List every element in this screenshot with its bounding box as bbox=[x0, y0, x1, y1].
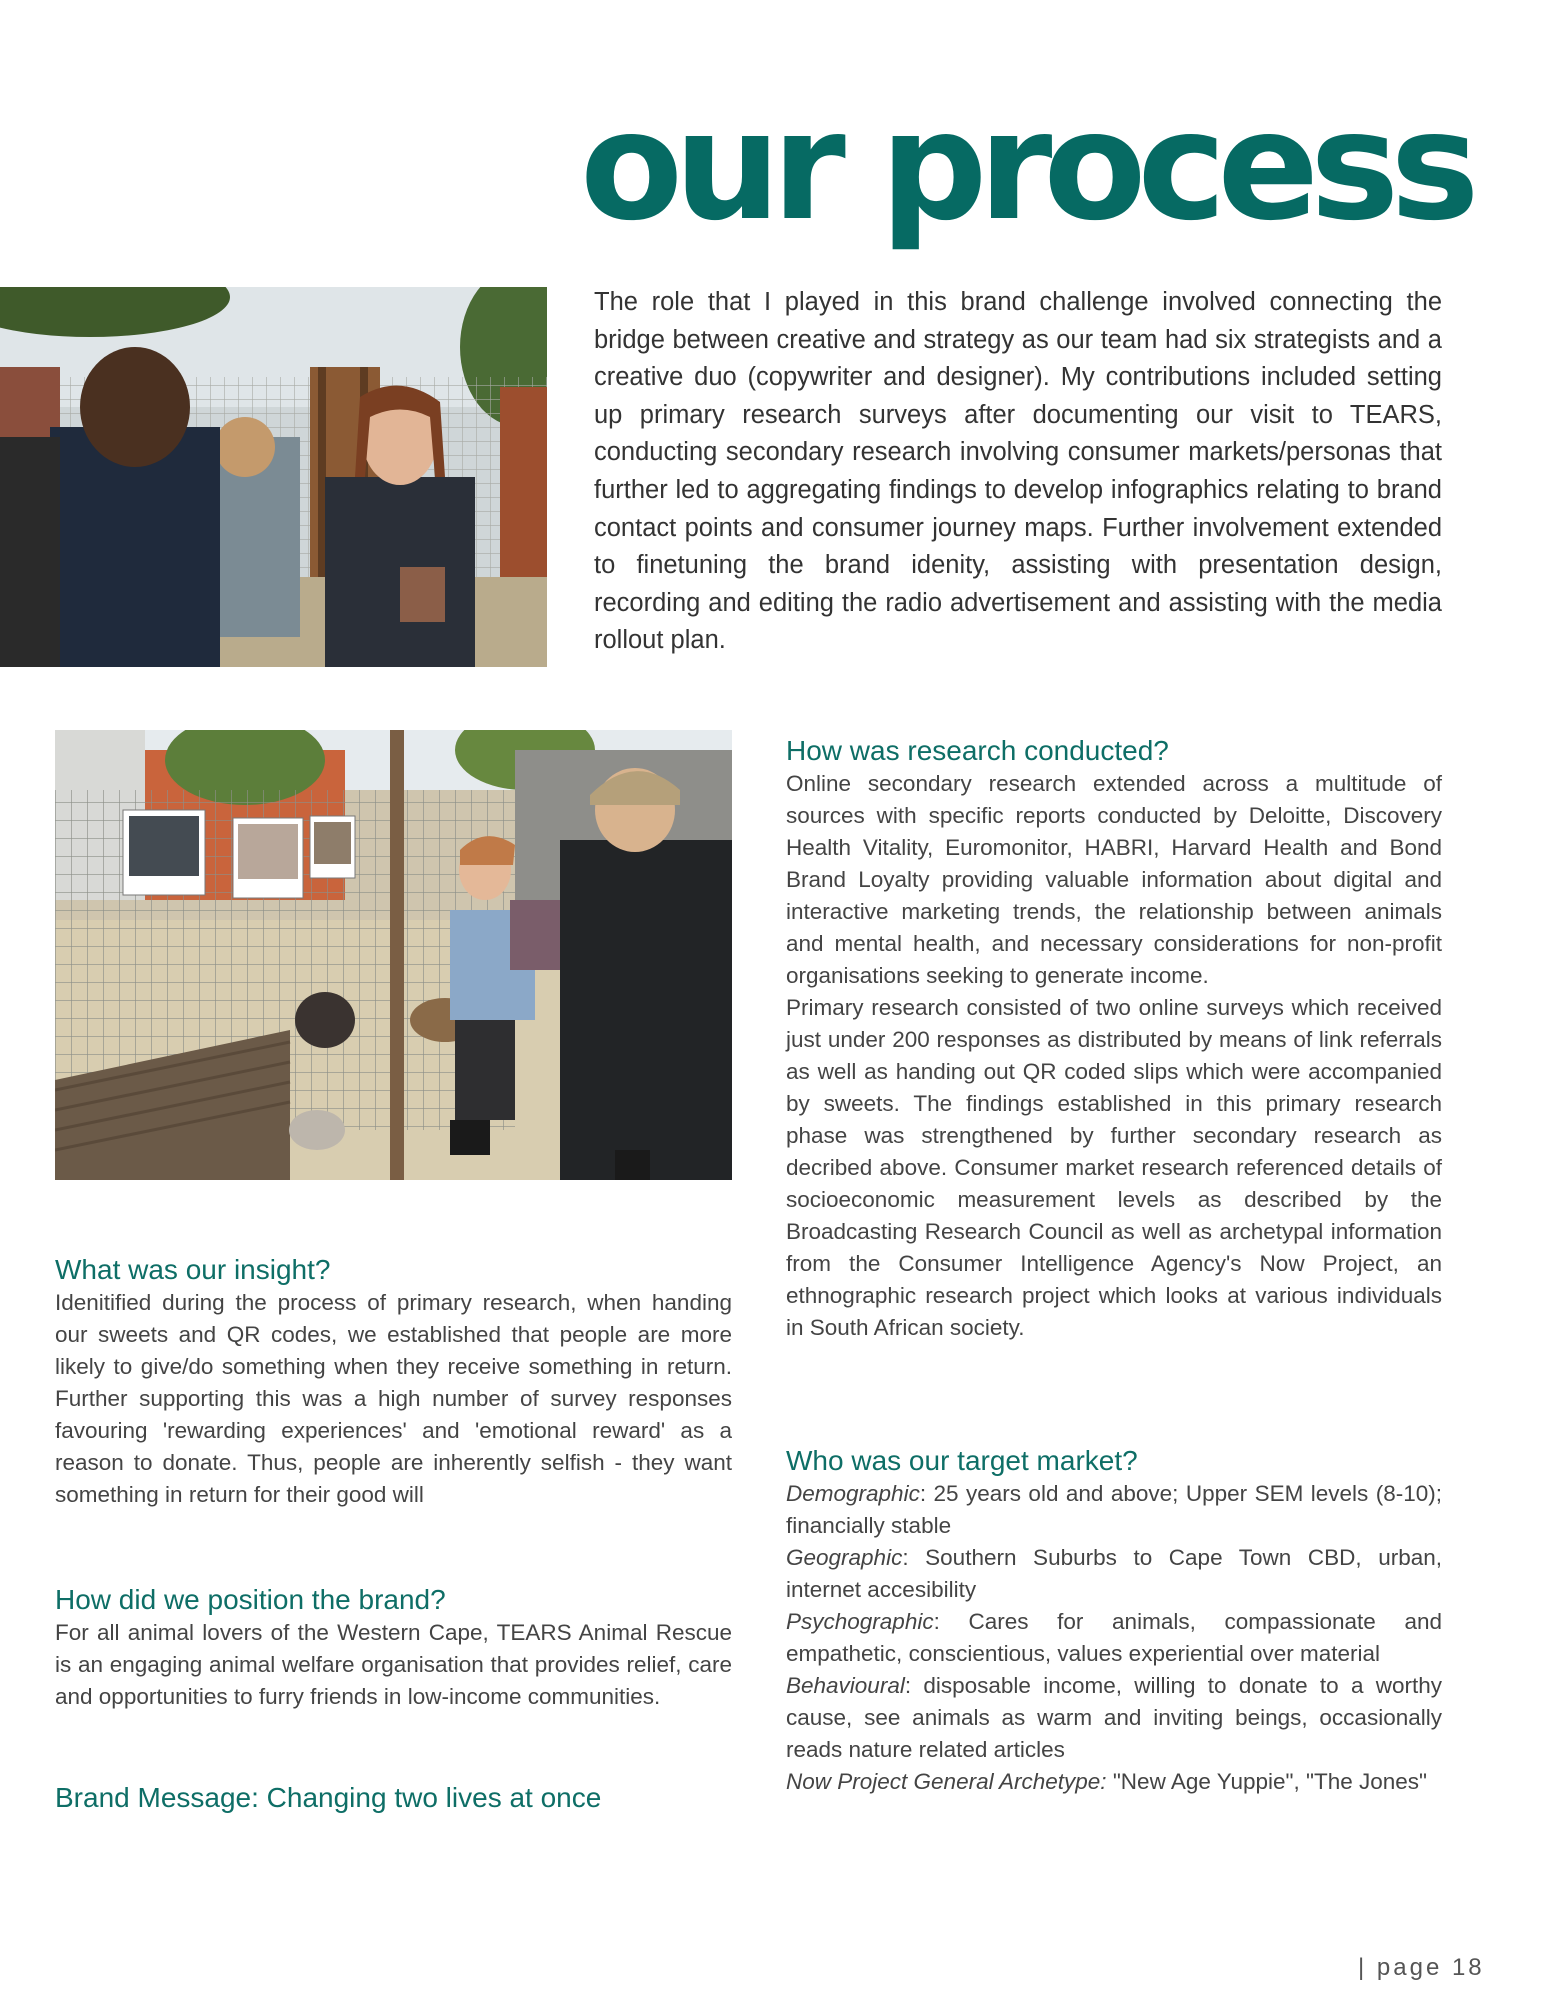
geographic-label: Geographic bbox=[786, 1545, 903, 1570]
target-market-section bbox=[786, 1444, 1442, 1798]
archetype-text: "New Age Yuppie", "The Jones" bbox=[1106, 1769, 1428, 1794]
insight-body: Idenitified during the process of primary research, when handing our sweets and QR codes, we established that people are more likely to give/do something when they receive something in return. Further supporting this was a high number of survey responses favouring 'rewarding experiences' and 'emotional reward' as a reason to donate. Thus, people are inherently selfish - they want something in return for their good will bbox=[55, 1290, 732, 1507]
target-heading: Who was our target market? bbox=[786, 1445, 1138, 1476]
archetype-line bbox=[786, 1766, 1442, 1798]
demographic-text: : 25 years old and above; Upper SEM levels (8-10); financially stable bbox=[786, 1481, 1442, 1538]
psychographic-text: : Cares for animals, compassionate and empathetic, conscientious, values experiential over material bbox=[786, 1609, 1442, 1666]
archetype-label: Now Project General Archetype: bbox=[786, 1769, 1107, 1794]
psychographic-label: Psychographic bbox=[786, 1609, 934, 1634]
psychographic-line bbox=[786, 1606, 1442, 1670]
research-paragraph-2: Primary research consisted of two online surveys which received just under 200 responses as distributed by means of link referrals as well as handing out QR coded slips which were accompanied by sweets. The findings established in this primary research phase was strengthened by further secondary research as decribed above. Consumer market research referenced details of socioeconomic measurement levels as described by the Broadcasting Research Council as well as archetypal information from the Consumer Intelligence Agency's Now Project, an ethnographic research project which looks at various individuals in South African society. bbox=[786, 995, 1442, 1340]
brand-message-section bbox=[55, 1781, 732, 1815]
behavioural-line bbox=[786, 1670, 1442, 1766]
page-title: our process bbox=[580, 80, 1471, 254]
page-number: | page 18 bbox=[1358, 1954, 1485, 1981]
research-paragraph-1: Online secondary research extended across a multitude of sources with specific reports conducted by Deloitte, Discovery Health Vitality, Euromonitor, HABRI, Harvard Health and Bond Brand Loyalty providing valuable information about digital and interactive marketing trends, the relationship between animals and mental health, and necessary considerations for non-profit organisations seeking to generate income. bbox=[786, 771, 1442, 988]
team-visit-photo bbox=[0, 287, 547, 667]
research-heading: How was research conducted? bbox=[786, 735, 1169, 766]
behavioural-text: : disposable income, willing to donate to a worthy cause, see animals as warm and inviting beings, occasionally reads nature related articles bbox=[786, 1673, 1442, 1762]
demographic-label: Demographic bbox=[786, 1481, 920, 1506]
insight-heading: What was our insight? bbox=[55, 1254, 331, 1285]
dog-enclosure-photo bbox=[55, 730, 732, 1180]
geographic-line bbox=[786, 1542, 1442, 1606]
position-body: For all animal lovers of the Western Cape, TEARS Animal Rescue is an engaging animal welfare organisation that provides relief, care and opportunities to furry friends in low-income communities. bbox=[55, 1620, 732, 1709]
intro-text: The role that I played in this brand challenge involved connecting the bridge between creative and strategy as our team had six strategists and a creative duo (copywriter and designer). My contributions included setting up primary research surveys after documenting our visit to TEARS, conducting secondary research involving consumer markets/personas that further led to aggregating findings to develop infographics relating to brand contact points and consumer journey maps. Further involvement extended to finetuning the brand idenity, assisting with presentation design, recording and editing the radio advertisement and assisting with the media rollout plan. bbox=[594, 288, 1442, 655]
position-section bbox=[55, 1583, 732, 1713]
demographic-line bbox=[786, 1478, 1442, 1542]
research-section bbox=[786, 734, 1442, 1344]
intro-paragraph bbox=[594, 284, 1442, 660]
brand-message: Brand Message: Changing two lives at once bbox=[55, 1782, 602, 1813]
insight-section bbox=[55, 1253, 732, 1511]
geographic-text: : Southern Suburbs to Cape Town CBD, urban, internet accesibility bbox=[786, 1545, 1442, 1602]
behavioural-label: Behavioural bbox=[786, 1673, 905, 1698]
position-heading: How did we position the brand? bbox=[55, 1584, 446, 1615]
